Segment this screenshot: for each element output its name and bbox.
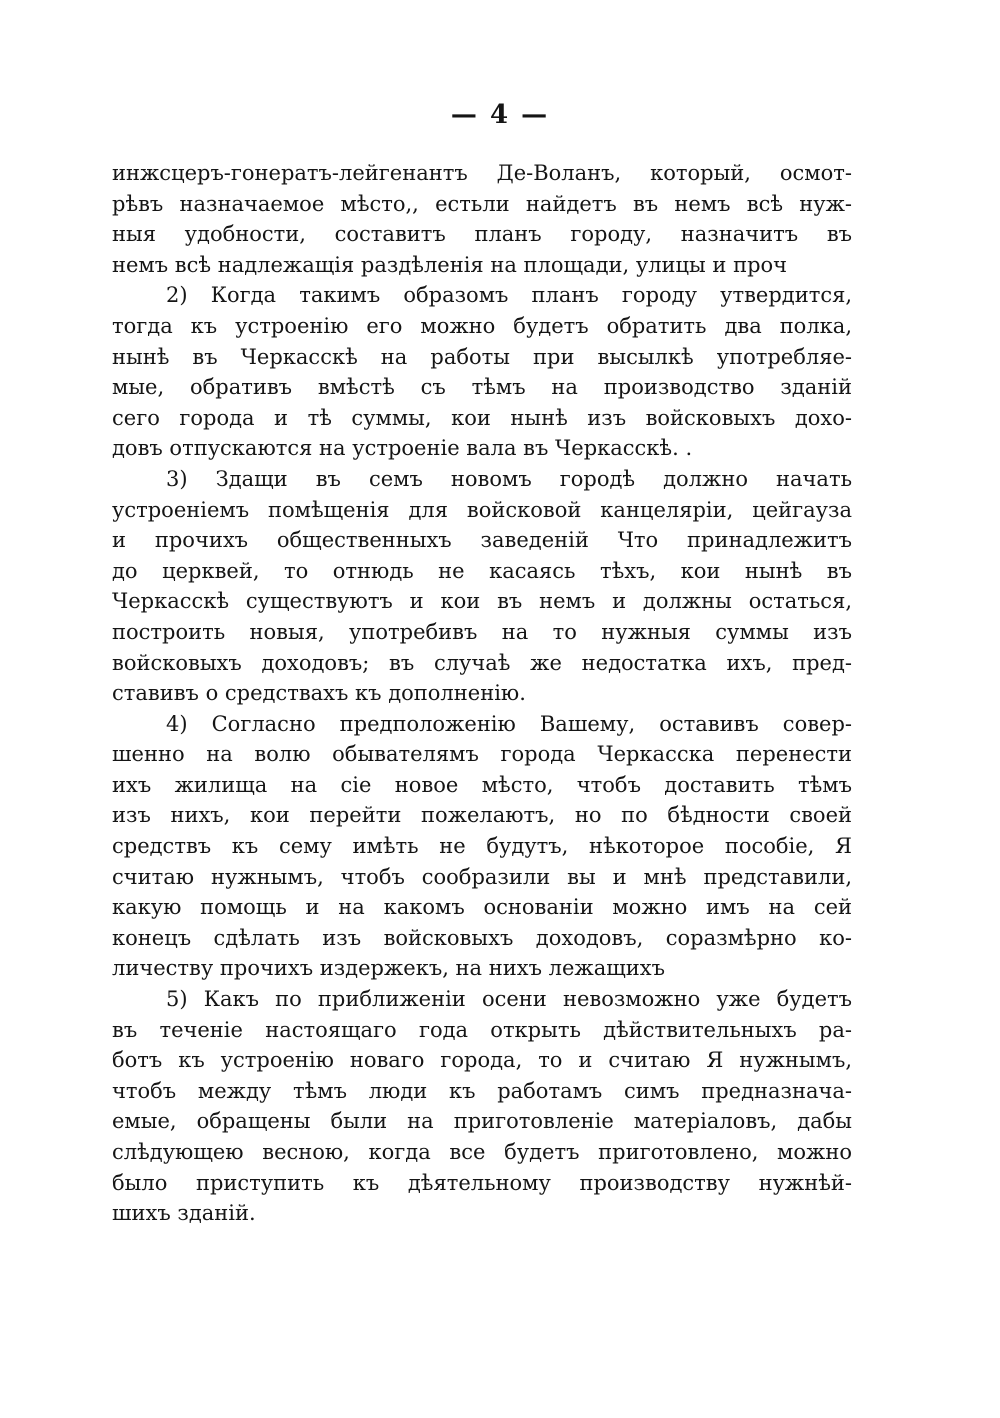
text-line: довъ отпускаются на устроеніе вала въ Черкасскѣ. .	[112, 436, 693, 461]
text-line: мые, обративъ вмѣстѣ съ тѣмъ на производство зданій	[112, 375, 852, 400]
text-line: сего города и тѣ суммы, кои нынѣ изъ войсковыхъ дохо-	[112, 405, 852, 430]
text-line: шихъ зданій.	[112, 1201, 256, 1226]
text-line: рѣвъ назначаемое мѣсто,, естьли найдетъ въ немъ всѣ нуж-	[112, 191, 852, 216]
text-line: шенно на волю обывателямъ города Черкасска перенести	[112, 742, 852, 767]
text-line: личеству прочихъ издержекъ, на нихъ лежащихъ	[112, 956, 665, 981]
text-line: 3) Здащи въ семъ новомъ городѣ должно начать	[166, 466, 852, 491]
text-line: инжсцеръ-гонератъ-лейгенантъ Де-Воланъ, который, осмот-	[112, 161, 852, 185]
text-line: и прочихъ общественныхъ заведеній Что принадлежитъ	[112, 528, 852, 553]
text-line: слѣдующею весною, когда все будетъ приготовлено, можно	[112, 1140, 852, 1164]
text-line: ныя удобности, составитъ планъ городу, назначитъ въ	[112, 222, 852, 247]
text-line: емые, обращены были на приготовленіе матеріаловъ, дабы	[112, 1109, 852, 1134]
text-line: войсковыхъ доходовъ; въ случаѣ же недостатка ихъ, пред-	[112, 650, 852, 675]
text-line: 5) Какъ по приближеніи осени невозможно уже будетъ	[166, 987, 852, 1012]
paragraph-5	[112, 984, 852, 1229]
text-line: какую помощь и на какомъ основаніи можно имъ на сей	[112, 895, 852, 920]
text-line: считаю нужнымъ, чтобъ сообразили вы и мнѣ представили,	[112, 864, 852, 889]
text-line: было приступить къ дѣятельному производству нужнѣй-	[112, 1170, 852, 1195]
text-line: 4) Согласно предположенію Вашему, оставивъ совер-	[166, 711, 852, 736]
paragraph-2	[112, 280, 852, 464]
text-line: въ теченіе настоящаго года открыть дѣйствительныхъ ра-	[112, 1017, 852, 1042]
text-line: устроеніемъ помѣщенія для войсковой канцеляріи, цейгауза	[112, 497, 852, 522]
text-line: 2) Когда такимъ образомъ планъ городу утвердится,	[166, 283, 852, 308]
paragraph-continuation	[112, 158, 852, 280]
text-line: тогда къ устроенію его можно будетъ обратить два полка,	[112, 313, 852, 338]
paragraph-4	[112, 709, 852, 984]
text-line: построить новыя, употребивъ на то нужныя суммы изъ	[112, 619, 852, 644]
text-line: чтобъ между тѣмъ люди къ работамъ симъ предназнача-	[112, 1078, 852, 1103]
text-line: средствъ къ сему имѣть не будутъ, нѣкоторое пособіе, Я	[112, 834, 852, 859]
page-number: — 4 —	[450, 100, 550, 130]
text-line: ботъ къ устроенію новаго города, то и считаю Я нужнымъ,	[112, 1048, 852, 1073]
text-line: до церквей, то отнюдь не касаясь тѣхъ, кои нынѣ въ	[112, 558, 852, 583]
text-line: ихъ жилища на сіе новое мѣсто, чтобъ доставить тѣмъ	[112, 772, 852, 797]
paragraph-3	[112, 464, 852, 709]
body-text	[112, 158, 852, 1229]
text-line: немъ всѣ надлежащія раздѣленія на площади, улицы и проч	[112, 252, 788, 277]
text-line: Черкасскѣ существуютъ и кои въ немъ и должны остаться,	[112, 589, 852, 614]
text-line: ставивъ о средствахъ къ дополненію.	[112, 681, 526, 706]
text-line: конецъ сдѣлать изъ войсковыхъ доходовъ, соразмѣрно ко-	[112, 925, 852, 950]
text-line: нынѣ въ Черкасскѣ на работы при высылкѣ употребляе-	[112, 344, 852, 369]
text-line: изъ нихъ, кои перейти пожелаютъ, но по бѣдности своей	[112, 803, 852, 828]
